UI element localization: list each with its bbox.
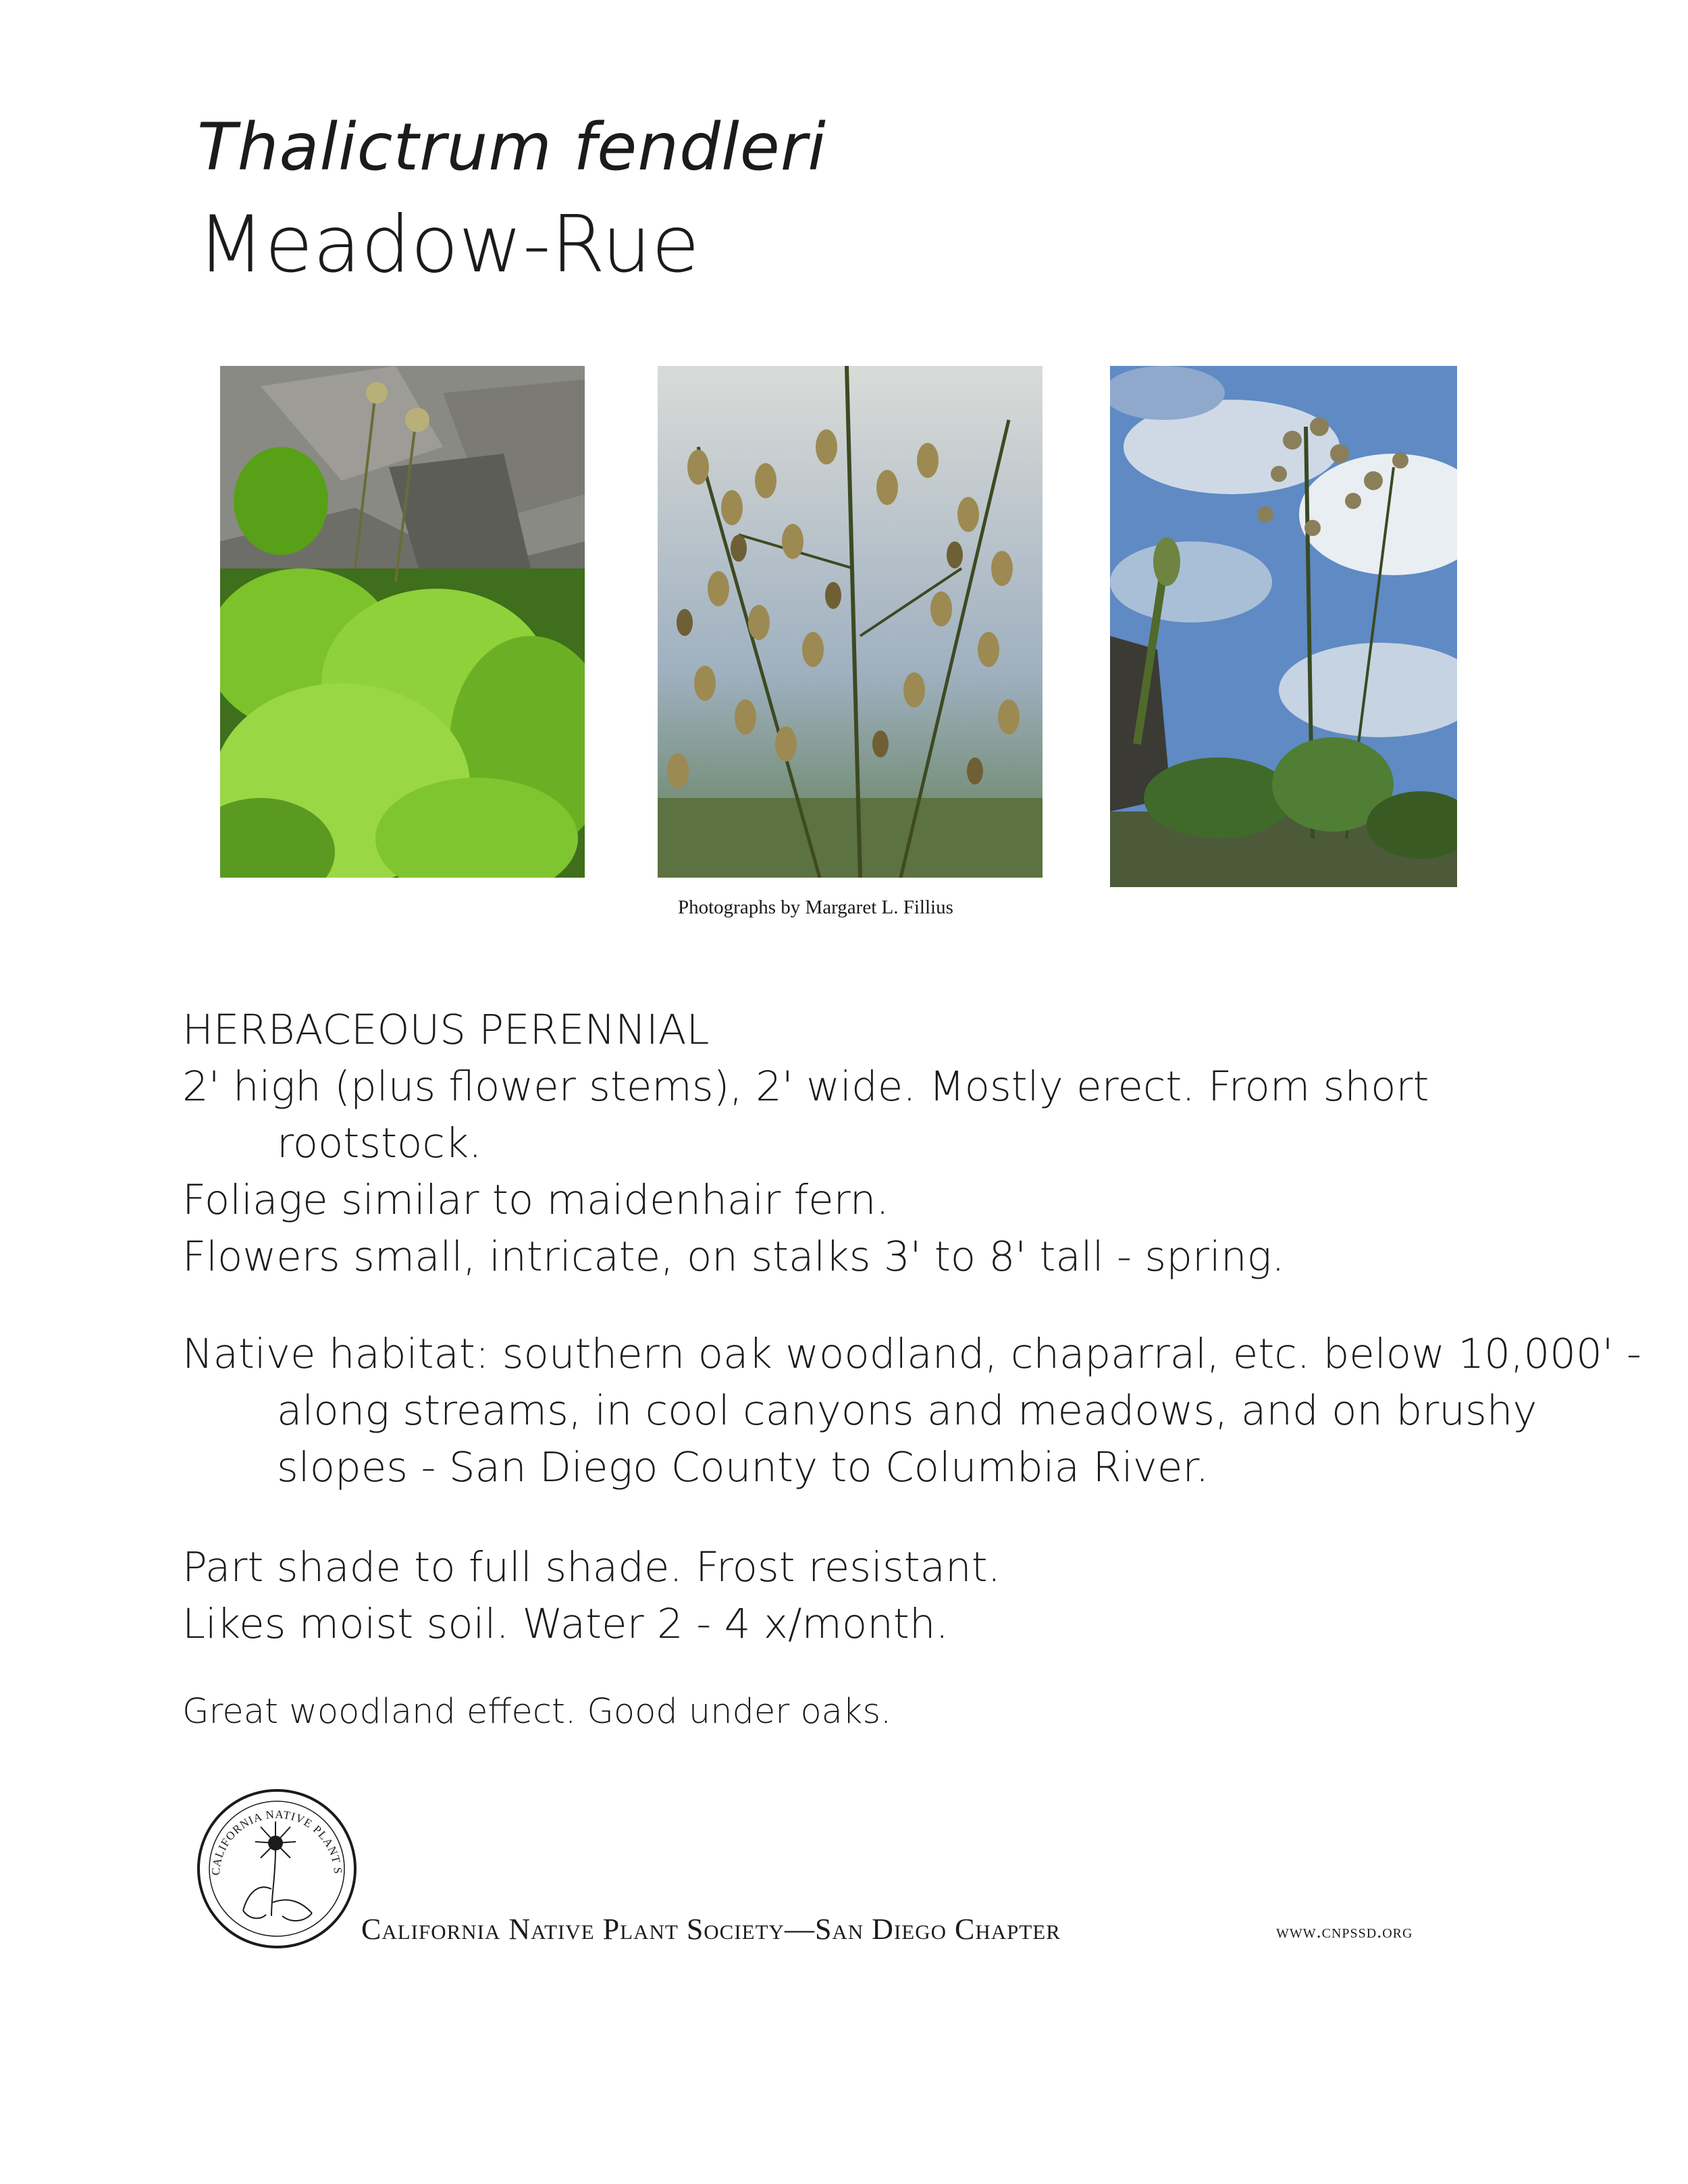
society-name: California Native Plant Society—San Diego Chapter [361, 1913, 1061, 1946]
plant-size: 2' high (plus flower stems), 2' wide. Mostly erect. From short rootstock. [182, 1063, 1429, 1167]
photo-foliage-rocks [220, 366, 585, 878]
care-exposure: Part shade to full shade. Frost resistant. [182, 1543, 1001, 1591]
native-habitat: Native habitat: southern oak woodland, chaparral, etc. below 10,000' - along streams, in cool canyons and meadows, and on brushy slopes - San Diego County to Columbia River. [182, 1330, 1641, 1491]
society-url[interactable]: www.cnpssd.org [1276, 1921, 1413, 1942]
society-seal-icon [196, 1788, 358, 1950]
seal-text: CALIFORNIA NATIVE PLANT S [209, 1807, 345, 1876]
svg-text:CALIFORNIA NATIVE PLANT SOCIET [196, 1788, 344, 1875]
photo-flowering-stalk [1110, 366, 1457, 887]
plant-flowers: Flowers small, intricate, on stalks 3' to 8' tall - spring. [182, 1233, 1285, 1281]
photo-flower-clusters [658, 366, 1043, 878]
photo-credit: Photographs by Margaret L. Fillius [678, 897, 953, 918]
landscape-note: Great woodland effect. Good under oaks. [182, 1692, 892, 1732]
plant-description [182, 1002, 1587, 1285]
plant-foliage: Foliage similar to maidenhair fern. [182, 1176, 889, 1224]
care-info [182, 1539, 1587, 1653]
common-name: Meadow-Rue [197, 199, 700, 290]
scientific-name: Thalictrum fendleri [197, 109, 826, 185]
plant-category: HERBACEOUS PERENNIAL [182, 1006, 710, 1054]
care-water: Likes moist soil. Water 2 - 4 x/month. [182, 1600, 949, 1648]
